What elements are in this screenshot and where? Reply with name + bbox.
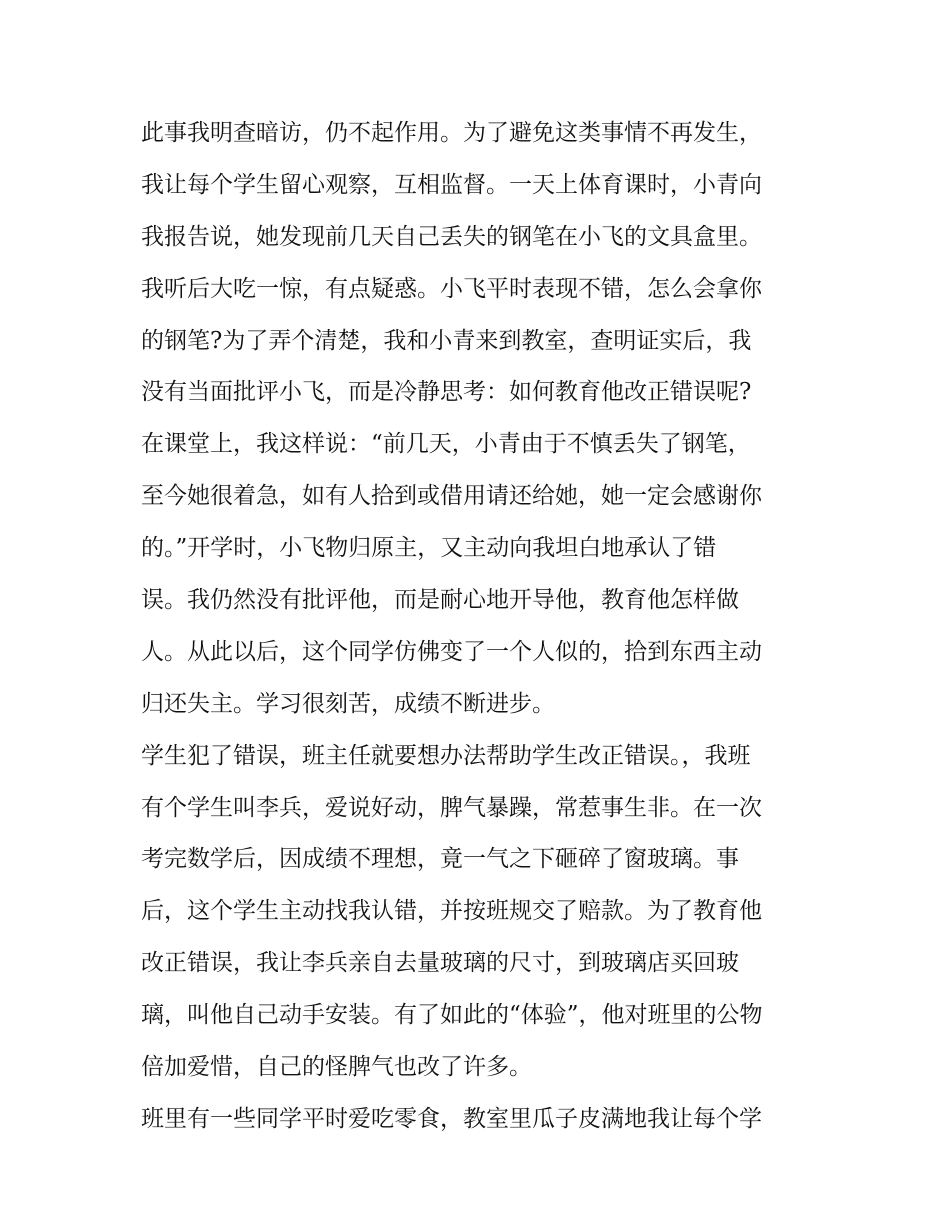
text-line: 没有当面批评小飞，而是冷静思考：如何教育他改正错误呢? (141, 379, 752, 406)
text-line: 我听后大吃一惊，有点疑惑。小飞平时表现不错，怎么会拿你 (141, 275, 762, 302)
text-line: 我报告说，她发现前几天自己丢失的钢笔在小飞的文具盒里。 (141, 223, 762, 250)
text-line: 误。我仍然没有批评他，而是耐心地开导他，教育他怎样做 (141, 587, 739, 614)
text-line: 改正错误，我让李兵亲自去量玻璃的尺寸，到玻璃店买回玻 (141, 950, 739, 977)
document-body (141, 108, 821, 1146)
text-line: 后，这个学生主动找我认错，并按班规交了赔款。为了教育他 (141, 898, 762, 925)
text-line: 学生犯了错误，班主任就要想办法帮助学生改正错误。，我班 (141, 742, 751, 769)
text-line: 有个学生叫李兵，爱说好动，脾气暴躁，常惹事生非。在一次 (141, 794, 762, 821)
text-line: 的钢笔?为了弄个清楚，我和小青来到教室，查明证实后，我 (141, 327, 752, 354)
text-line: 人。从此以后，这个同学仿佛变了一个人似的，拾到东西主动 (141, 638, 762, 665)
text-line: 我让每个学生留心观察，互相监督。一天上体育课时，小青向 (141, 171, 762, 198)
text-line: 归还失主。学习很刻苦，成绩不断进步。 (141, 690, 555, 717)
text-line: 在课堂上，我这样说：“前几天，小青由于不慎丢失了钢笔， (141, 431, 751, 458)
text-line: 倍加爱惜，自己的怪脾气也改了许多。 (141, 1054, 532, 1081)
text-line: 至今她很着急，如有人拾到或借用请还给她，她一定会感谢你 (141, 483, 762, 510)
text-line: 考完数学后，因成绩不理想，竟一气之下砸碎了窗玻璃。事 (141, 846, 739, 873)
text-line: 的。”开学时，小飞物归原主，又主动向我坦白地承认了错 (141, 535, 717, 562)
text-line: 璃，叫他自己动手安装。有了如此的“体验”，他对班里的公物 (141, 1002, 763, 1029)
text-line: 此事我明查暗访，仍不起作用。为了避免这类事情不再发生， (141, 120, 762, 146)
text-line: 班里有一些同学平时爱吃零食，教室里瓜子皮满地我让每个学 (141, 1105, 762, 1132)
